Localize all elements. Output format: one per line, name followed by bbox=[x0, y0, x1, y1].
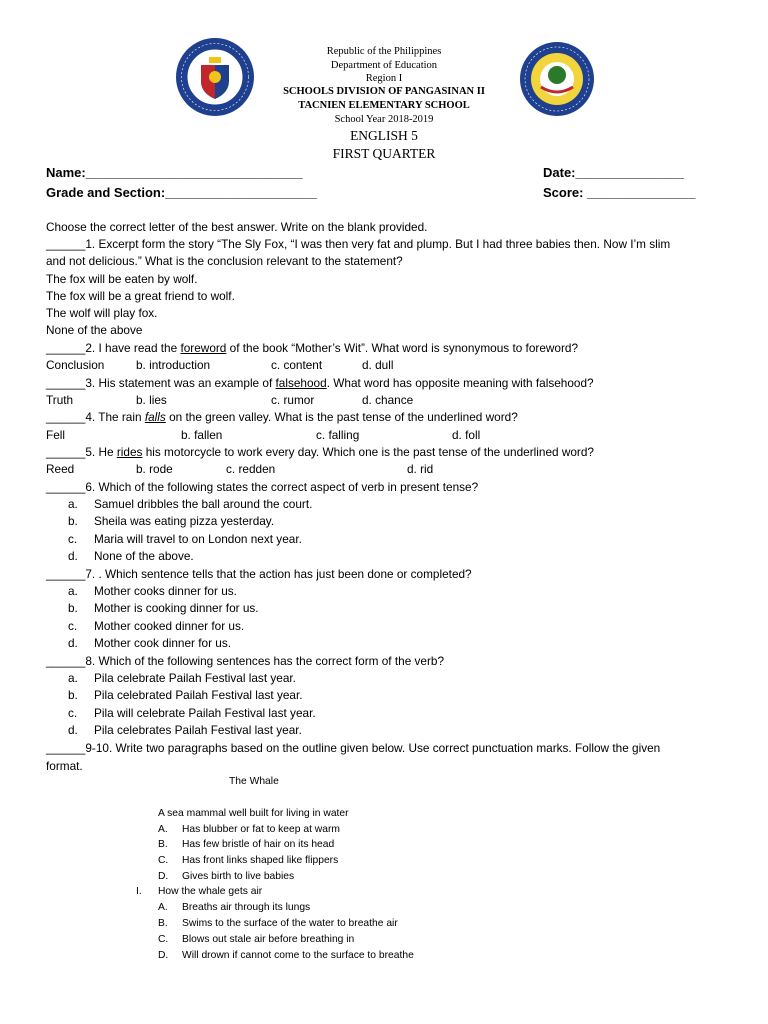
q7-option-a: a. Mother cooks dinner for us. bbox=[68, 584, 237, 598]
q3-underlined-word: falsehood bbox=[275, 376, 327, 390]
outline-intro-item-b: B. Has few bristle of hair on its head bbox=[158, 839, 335, 850]
q7-question: ______7. . Which sentence tells that the action has just been done or completed? bbox=[46, 567, 472, 581]
q8-option-a: a. Pila celebrate Pailah Festival last year. bbox=[68, 671, 296, 685]
q6-option-c: c. Maria will travel to on London next year. bbox=[68, 532, 302, 546]
q1-option-a: The fox will be eaten by wolf. bbox=[46, 272, 198, 286]
date-field[interactable]: Date:_______________ bbox=[543, 165, 684, 180]
q5-option-a: Reed bbox=[46, 462, 75, 476]
q7-option-d: d. Mother cook dinner for us. bbox=[68, 636, 232, 650]
header-school: TACNIEN ELEMENTARY SCHOOL bbox=[298, 100, 470, 111]
q4-underlined-word: falls bbox=[144, 410, 166, 424]
outline-section-item-c: C. Blows out stale air before breathing in bbox=[158, 934, 355, 945]
q6-option-a: a. Samuel dribbles the ball around the court. bbox=[68, 497, 313, 511]
q4-option-d: d. foll bbox=[452, 428, 481, 442]
q1-option-c: The wolf will play fox. bbox=[46, 306, 158, 320]
outline-section-item-d: D. Will drown if cannot come to the surface to breathe bbox=[158, 950, 414, 961]
q5-option-b: b. rode bbox=[136, 462, 173, 476]
outline-intro-item-c: C. Has front links shaped like flippers bbox=[158, 855, 339, 866]
q5-option-d: d. rid bbox=[407, 462, 434, 476]
header-quarter: FIRST QUARTER bbox=[332, 146, 436, 161]
outline-section-number: I. bbox=[136, 886, 142, 897]
header-region: Region I bbox=[365, 73, 403, 84]
outline-intro: A sea mammal well built for living in water bbox=[158, 808, 349, 819]
q1-line1: ______1. Excerpt form the story “The Sly Fox, “I was then very fat and plump. But I had three babies then. Now I’m slim bbox=[46, 237, 671, 251]
q4-question: ______4. The rain falls on the green valley. What is the past tense of the underlined word? bbox=[46, 410, 518, 424]
q9-line1: ______9-10. Write two paragraphs based on the outline given below. Use correct punctuation marks. Follow the given bbox=[46, 741, 661, 755]
q2-option-b: b. introduction bbox=[136, 358, 211, 372]
q6-option-b: b. Sheila was eating pizza yesterday. bbox=[68, 514, 275, 528]
q6-option-d: d. None of the above. bbox=[68, 549, 194, 563]
instructions: Choose the correct letter of the best answer. Write on the blank provided. bbox=[46, 220, 428, 234]
q5-question: ______5. He rides his motorcycle to work every day. Which one is the past tense of the underlined word? bbox=[46, 445, 594, 459]
outline-section-item-a: A. Breaths air through its lungs bbox=[158, 902, 311, 913]
q3-option-b: b. lies bbox=[136, 393, 167, 407]
q1-line2: and not delicious.” What is the conclusion relevant to the statement? bbox=[46, 254, 403, 268]
q3-option-a: Truth bbox=[46, 393, 74, 407]
header-division: SCHOOLS DIVISION OF PANGASINAN II bbox=[283, 86, 485, 97]
outline-section-title: How the whale gets air bbox=[158, 886, 263, 897]
q2-option-c: c. content bbox=[271, 358, 323, 372]
header-republic: Republic of the Philippines bbox=[326, 46, 442, 57]
outline-intro-item-d: D. Gives birth to live babies bbox=[158, 871, 295, 882]
outline-title: The Whale bbox=[229, 776, 279, 787]
q6-question: ______6. Which of the following states the correct aspect of verb in present tense? bbox=[46, 480, 479, 494]
name-field[interactable]: Name:______________________________ bbox=[46, 165, 303, 180]
score-field[interactable]: Score: _______________ bbox=[543, 185, 696, 200]
q5-option-c: c. redden bbox=[226, 462, 276, 476]
q7-option-b: b. Mother is cooking dinner for us. bbox=[68, 601, 259, 615]
q8-option-c: c. Pila will celebrate Pailah Festival last year. bbox=[68, 706, 316, 720]
q2-question: ______2. I have read the foreword of the book “Mother’s Wit”. What word is synonymous to foreword? bbox=[46, 341, 579, 355]
q8-option-d: d. Pila celebrates Pailah Festival last year. bbox=[68, 723, 302, 737]
outline-intro-item-a: A. Has blubber or fat to keep at warm bbox=[158, 824, 340, 835]
q1-option-b: The fox will be a great friend to wolf. bbox=[46, 289, 235, 303]
q2-option-d: d. dull bbox=[362, 358, 394, 372]
q4-option-a: Fell bbox=[46, 428, 66, 442]
q8-option-b: b. Pila celebrated Pailah Festival last year. bbox=[68, 688, 303, 702]
q8-question: ______8. Which of the following sentences has the correct form of the verb? bbox=[46, 654, 445, 668]
q3-option-d: d. chance bbox=[362, 393, 414, 407]
q4-option-b: b. fallen bbox=[181, 428, 223, 442]
q4-option-c: c. falling bbox=[316, 428, 360, 442]
q2-option-a: Conclusion bbox=[46, 358, 105, 372]
q3-option-c: c. rumor bbox=[271, 393, 315, 407]
q3-question: ______3. His statement was an example of falsehood. What word has opposite meaning with falsehood? bbox=[46, 376, 594, 390]
q1-option-d: None of the above bbox=[46, 323, 143, 337]
q2-underlined-word: foreword bbox=[180, 341, 227, 355]
q9-line2: format. bbox=[46, 759, 83, 773]
outline-section-item-b: B. Swims to the surface of the water to breathe air bbox=[158, 918, 398, 929]
q5-underlined-word: rides bbox=[116, 445, 143, 459]
header-subject: ENGLISH 5 bbox=[350, 128, 418, 143]
q7-option-c: c. Mother cooked dinner for us. bbox=[68, 619, 245, 633]
header-department: Department of Education bbox=[330, 60, 438, 71]
header-school-year: School Year 2018-2019 bbox=[334, 114, 434, 125]
grade-section-field[interactable]: Grade and Section:_____________________ bbox=[46, 185, 318, 200]
